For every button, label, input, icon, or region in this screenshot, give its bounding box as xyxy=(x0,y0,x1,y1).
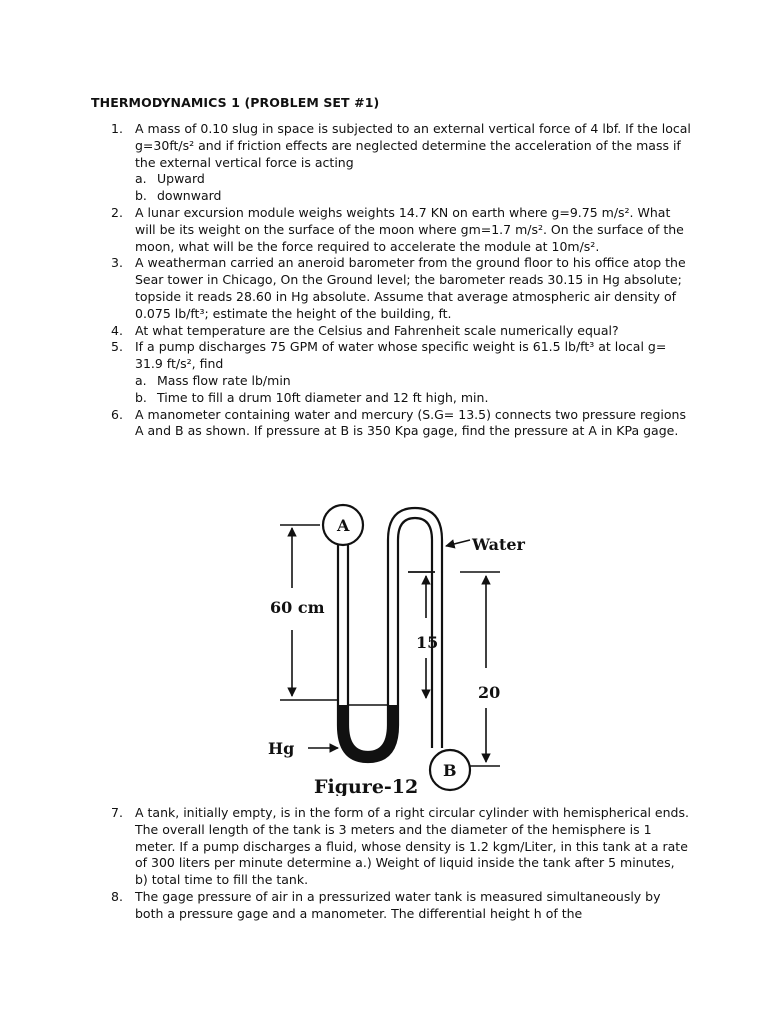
sub-item xyxy=(91,373,691,390)
manometer-figure xyxy=(250,500,540,796)
water-arrow xyxy=(446,540,470,546)
problem-list-continued xyxy=(91,805,691,923)
problem-text: A mass of 0.10 slug in space is subjected to an external vertical force of 4 lbf. If the local g=30ft/s² and if friction effects are neglected determine the acceleration of the mass if the external vertical force is acting xyxy=(135,121,691,170)
problem-6 xyxy=(91,407,691,441)
problem-7 xyxy=(91,805,691,889)
page-title: THERMODYNAMICS 1 (PROBLEM SET #1) xyxy=(91,95,380,110)
problem-number: 7. xyxy=(111,805,123,820)
problem-text: The gage pressure of air in a pressurized water tank is measured simultaneously by both a pressure gage and a manometer. The differential height h of the xyxy=(135,888,661,921)
label-60cm: 60 cm xyxy=(270,598,325,617)
label-b: B xyxy=(443,761,457,780)
problem-1 xyxy=(91,121,691,171)
sub-text: Upward xyxy=(157,171,205,187)
problem-list xyxy=(91,121,691,440)
sub-item xyxy=(91,188,691,205)
problem-number: 1. xyxy=(111,121,123,136)
label-water: Water xyxy=(472,535,525,554)
problem-text: A manometer containing water and mercury (S.G= 13.5) connects two pressure regions A and B as shown. If pressure at B is 350 Kpa gage, find the pressure at A in KPa gage. xyxy=(135,406,686,439)
sub-text: Mass flow rate lb/min xyxy=(157,372,291,388)
sub-text: Time to fill a drum 10ft diameter and 12 ft high, min. xyxy=(157,389,489,405)
problem-8 xyxy=(91,889,691,923)
sub-item xyxy=(91,390,691,407)
label-a: A xyxy=(337,516,350,535)
problem-number: 5. xyxy=(111,339,123,355)
label-15: 15 xyxy=(416,633,439,652)
top-bend-outer xyxy=(388,508,442,540)
manometer-diagram xyxy=(250,500,540,796)
mercury-left xyxy=(339,705,347,727)
figure-caption: Figure-12 xyxy=(314,776,419,796)
sub-item xyxy=(91,171,691,188)
problem-text: A weatherman carried an aneroid barometer from the ground floor to his office atop the Sear tower in Chicago, On the Ground level; the barometer reads 30.15 in Hg absolute; topside it reads 28.60 in Hg absolute. Assume that average atmospheric air density of 0.075 lb/ft³; estimate the height of the building, ft. xyxy=(135,255,686,321)
problem-number: 2. xyxy=(111,204,123,220)
top-bend-inner xyxy=(398,518,432,540)
label-20: 20 xyxy=(478,683,501,702)
problem-number: 3. xyxy=(111,255,123,271)
sub-letter: a. xyxy=(135,372,147,388)
problem-5 xyxy=(91,339,691,373)
problem-4 xyxy=(91,323,691,340)
sub-letter: b. xyxy=(135,389,147,405)
sub-letter: b. xyxy=(135,188,147,204)
mercury-right xyxy=(389,705,397,727)
problem-number: 8. xyxy=(111,888,123,904)
problem-text: At what temperature are the Celsius and Fahrenheit scale numerically equal? xyxy=(135,322,619,338)
sub-letter: a. xyxy=(135,171,147,187)
problem-number: 6. xyxy=(111,406,123,422)
label-hg: Hg xyxy=(268,739,295,758)
problem-3 xyxy=(91,255,691,322)
sub-text: downward xyxy=(157,188,222,204)
problem-text: A lunar excursion module weighs weights 14.7 KN on earth where g=9.75 m/s². What will be its weight on the surface of the moon where gm=1.7 m/s². On the surface of the moon, what will be the force required to accelerate the module at 10m/s². xyxy=(135,204,684,254)
problem-text: If a pump discharges 75 GPM of water whose specific weight is 61.5 lb/ft³ at local g= 31.9 ft/s², find xyxy=(135,339,667,372)
problem-number: 4. xyxy=(111,322,123,338)
problem-2 xyxy=(91,205,691,255)
problem-text: A tank, initially empty, is in the form of a right circular cylinder with hemispherical ends. The overall length of the tank is 3 meters and the diameter of the hemisphere is 1 meter. If a pump discharges a fluid, whose density is 1.2 kgm/Liter, in this tank at a rate of 300 liters per minute determine a.) Weight of liquid inside the tank after 5 minutes, b) total time to fill the tank. xyxy=(135,805,689,888)
